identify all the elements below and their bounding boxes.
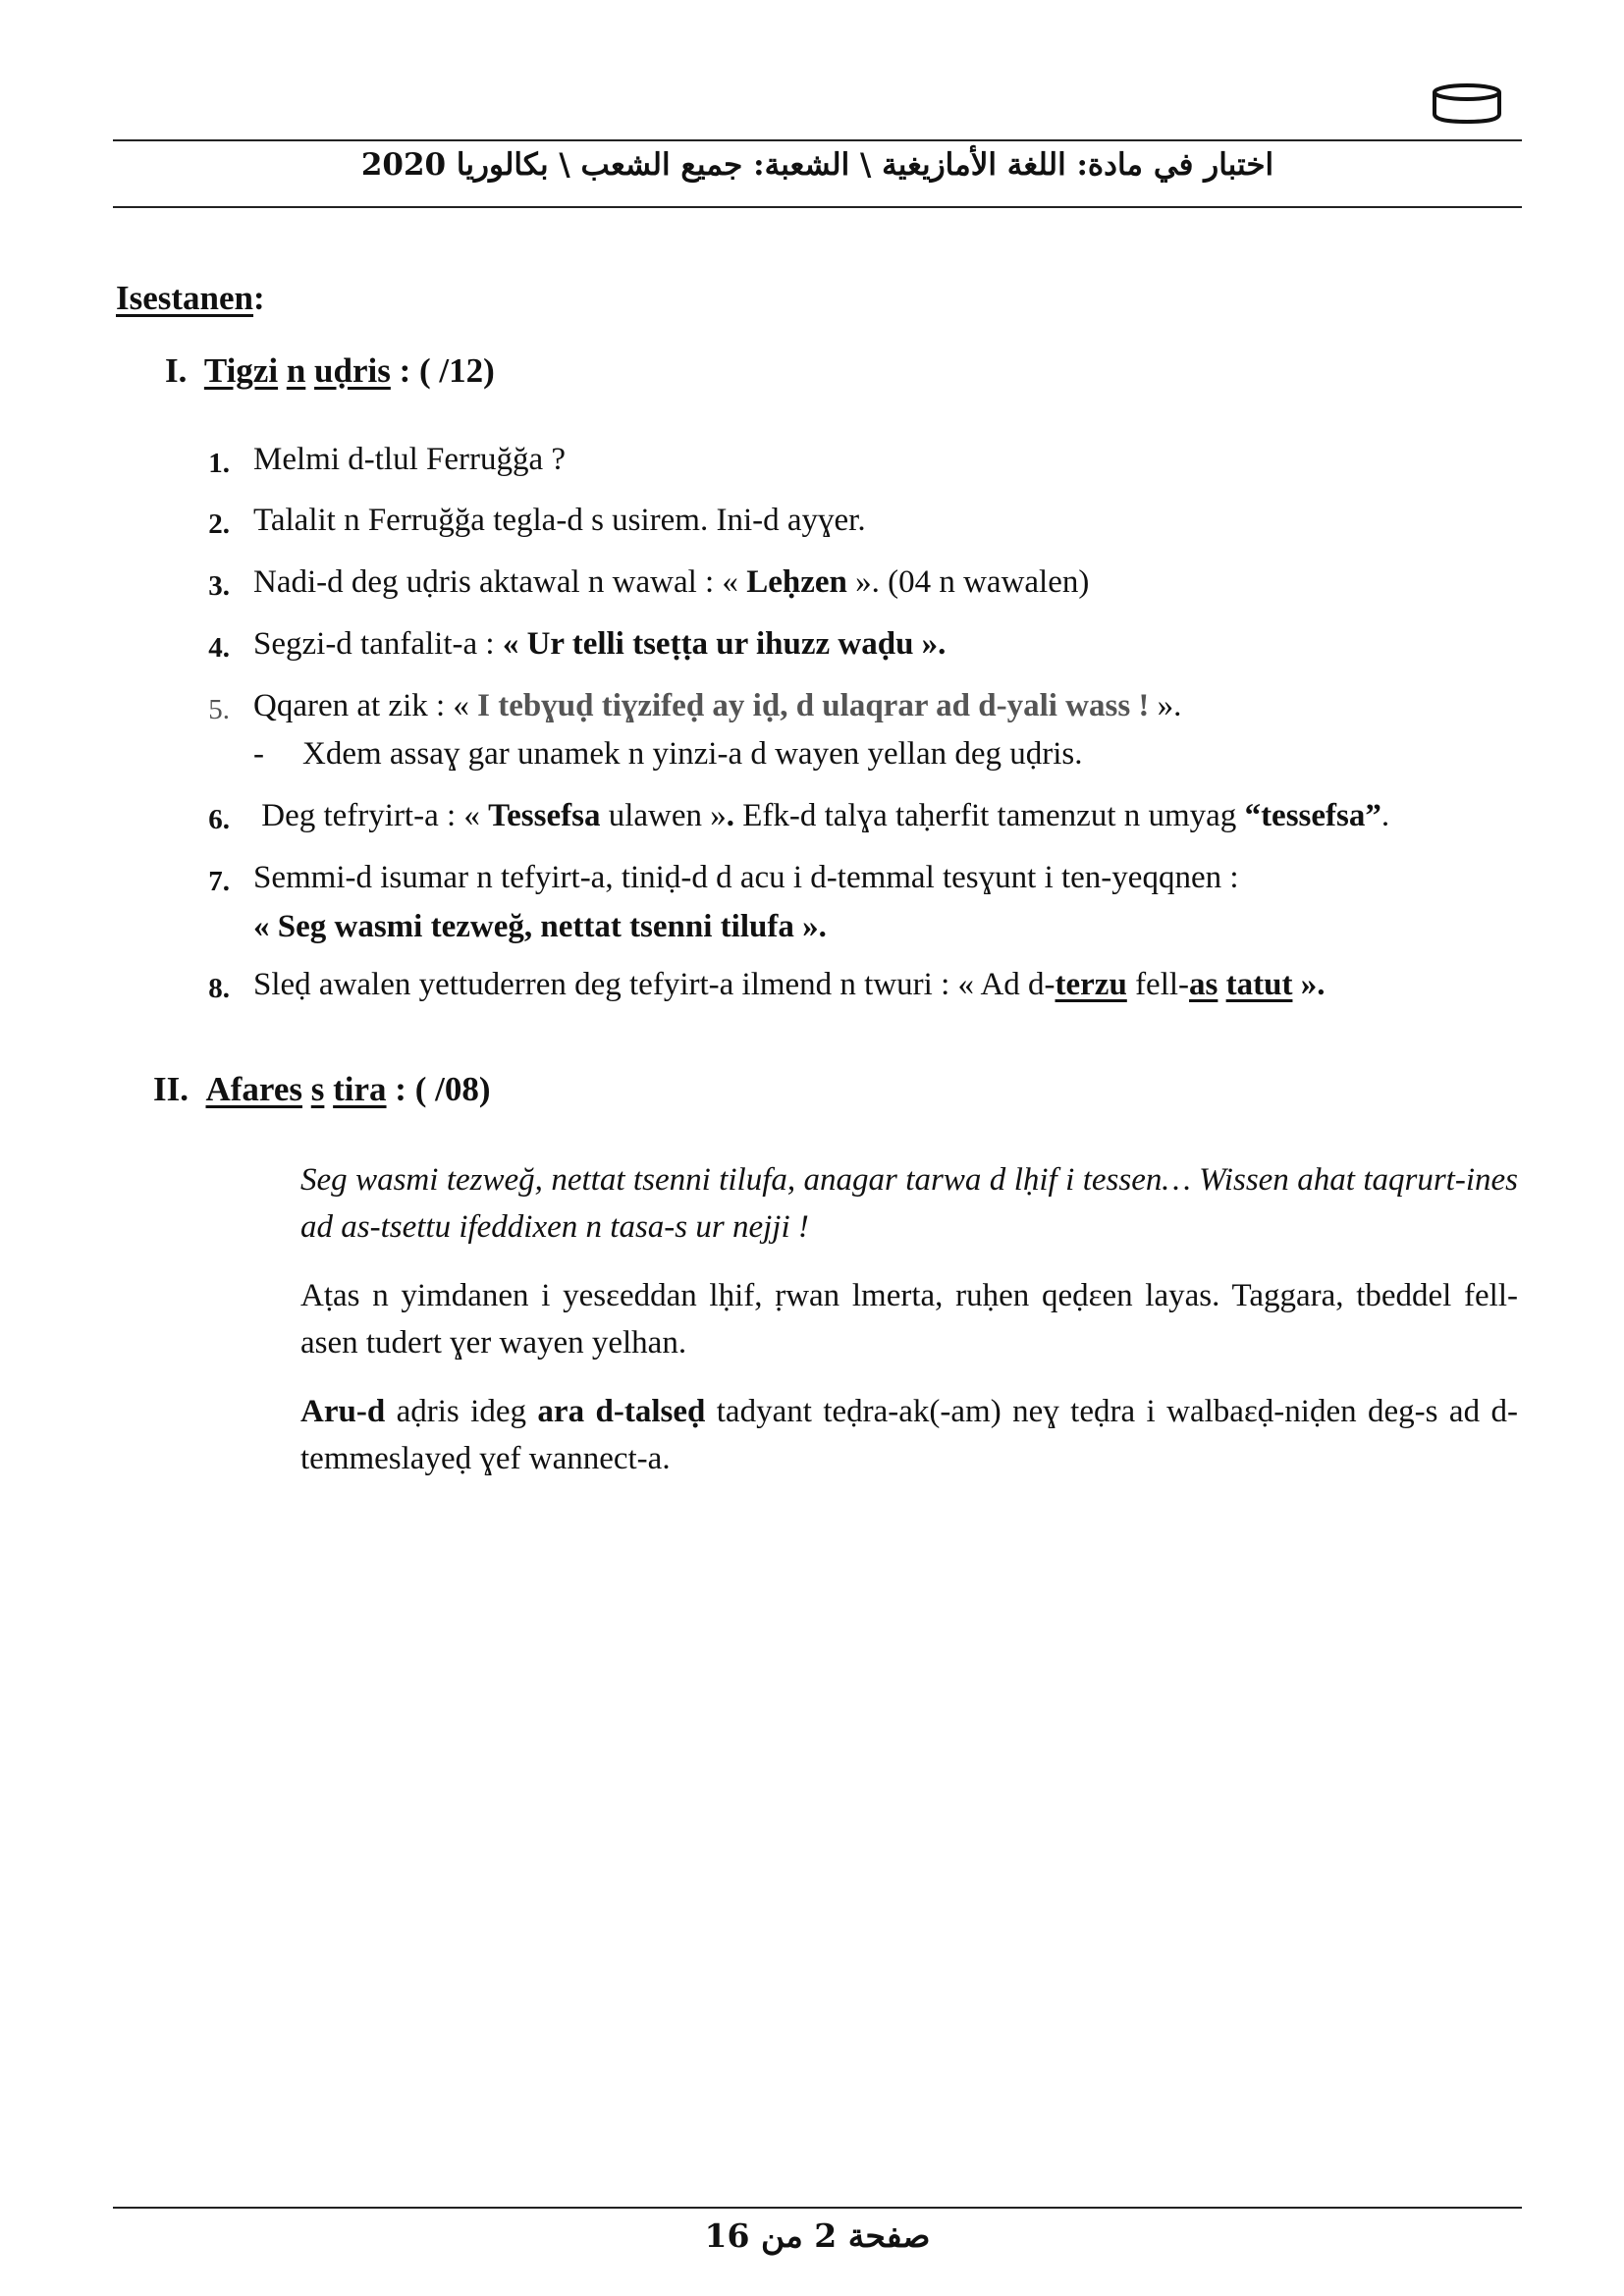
question-number: 6. — [208, 804, 230, 835]
page-number: صفحة 2 من 16 — [704, 2216, 931, 2255]
question-text: Talalit n Ferruğğa tegla-d s usirem. Ini-d ayɣer. — [253, 503, 866, 538]
section-heading: Isestanen: — [116, 279, 265, 317]
question-text: Melmi d-tlul Ferruğğa ? — [253, 442, 567, 477]
question-text: Segzi-d tanfalit-a : « Ur telli tseṭṭa ur ihuzz waḍu ». — [253, 626, 947, 662]
cylinder-icon — [1432, 82, 1502, 126]
quote-paragraph: Seg wasmi tezweğ, nettat tsenni tilufa, anagar tarwa d lḥif i tessen… Wissen ahat taqrurt-ines ad as-tsettu ifeddixen n tasa-s ur nejji ! — [300, 1162, 1518, 1245]
exam-header-title: اختبار في مادة: اللغة الأمازيغية \ الشعبة: جميع الشعب \ بكالوريا 2020 — [360, 147, 1274, 183]
context-paragraph: Aṭas n yimdanen i yesɛeddan lḥif, ṛwan lmerta, ruḥen qeḍɛen layas. Taggara, tbeddel fell-asen tudert ɣer wayen yelhan. — [300, 1278, 1518, 1361]
part2-heading: II. Afares s tira : ( /08) — [153, 1070, 491, 1108]
footer-rule — [113, 2207, 1522, 2209]
question-number: 8. — [208, 973, 230, 1004]
question-quote: « Seg wasmi tezweğ, nettat tsenni tilufa ». — [253, 909, 827, 944]
part2-numeral: II. — [153, 1070, 189, 1108]
question-text: Nadi-d deg uḍris aktawal n wawal : « Leḥzen ». (04 n wawalen) — [253, 564, 1090, 600]
question-number: 1. — [208, 448, 230, 479]
sub-dash: - — [253, 736, 264, 772]
header-bottom-rule — [113, 206, 1522, 208]
question-number: 3. — [208, 570, 230, 602]
question-text: Semmi-d isumar n tefyirt-a, tiniḍ-d d acu i d-temmal tesɣunt i ten-yeqqnen : — [253, 860, 1239, 895]
part1-heading: I. Tigzi n uḍris : ( /12) — [165, 351, 495, 390]
question-text: Deg tefryirt-a : « Tessefsa ulawen ». Efk-d talɣa taḥerfit tamenzut n umyag “tessefsa”. — [253, 798, 1390, 833]
question-number: 2. — [208, 508, 230, 540]
instruction-paragraph: Aru-d aḍris ideg ara d-talseḍ tadyant teḍra-ak(-am) neɣ teḍra i walbaɛḍ-niḍen deg-s ad d-temmeslayeḍ ɣef wannect-a. — [300, 1394, 1518, 1476]
question-number: 4. — [208, 632, 230, 664]
question-text: Sleḍ awalen yettuderren deg tefyirt-a ilmend n twuri : « Ad d-terzu fell-as tatut ». — [253, 967, 1326, 1002]
part1-numeral: I. — [165, 351, 188, 390]
question-number: 5. — [208, 694, 230, 725]
header-top-rule — [113, 139, 1522, 141]
sub-question-text: Xdem assaɣ gar unamek n yinzi-a d wayen yellan deg uḍris. — [302, 736, 1083, 772]
question-number: 7. — [208, 866, 230, 897]
question-text: Qqaren at zik : « I tebɣuḍ tiɣzifeḍ ay iḍ, d ulaqrar ad d-yali wass ! ». — [253, 688, 1182, 723]
